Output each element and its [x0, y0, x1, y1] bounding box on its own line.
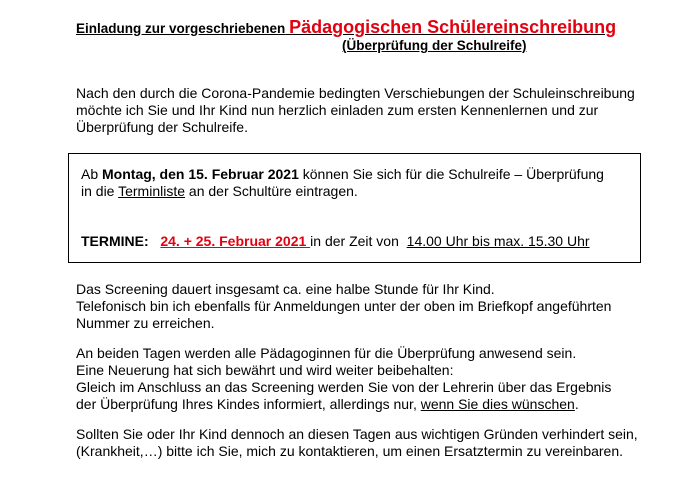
info-text: . — [574, 396, 579, 412]
screening-line: Nummer zu erreichen. — [76, 315, 215, 331]
info-text: der Überprüfung Ihres Kindes informiert, allerdings nur, — [76, 396, 421, 412]
registration-box — [68, 153, 641, 263]
box-text: an der Schultüre eintragen. — [185, 183, 358, 199]
termine-line — [81, 233, 590, 249]
closing-paragraph — [76, 426, 638, 460]
condition-text: wenn Sie dies wünschen — [420, 396, 575, 412]
box-line-2 — [81, 183, 358, 199]
screening-line: Das Screening dauert insgesamt ca. eine halbe Stunde für Ihr Kind. — [76, 281, 495, 297]
box-text: in die — [81, 183, 119, 199]
termine-time: 14.00 Uhr bis max. 15.30 Uhr — [406, 233, 590, 249]
intro-paragraph — [76, 85, 635, 136]
info-paragraph — [76, 345, 611, 413]
intro-line: möchte ich Sie und Ihr Kind nun herzlich einladen zum ersten Kennenlernen und zur — [76, 102, 599, 118]
closing-line: (Krankheit,…) bitte ich Sie, mich zu kontaktieren, um einen Ersatztermin zu vereinbaren. — [76, 443, 624, 459]
closing-line: Sollten Sie oder Ihr Kind dennoch an diesen Tagen aus wichtigen Gründen verhindert sein, — [76, 426, 638, 442]
screening-line: Telefonisch bin ich ebenfalls für Anmeldungen unter der oben im Briefkopf angeführten — [76, 298, 612, 314]
title-prefix: Einladung zur vorgeschriebenen — [76, 21, 286, 36]
box-line-1 — [81, 166, 604, 182]
intro-line: Überprüfung der Schulreife. — [76, 119, 248, 135]
box-text: Ab — [81, 166, 103, 182]
termine-label: TERMINE: — [81, 233, 149, 249]
info-line: An beiden Tagen werden alle Pädagoginnen für die Überprüfung anwesend sein. — [76, 345, 577, 361]
title-highlight: Pädagogischen Schülereinschreibung — [289, 17, 617, 37]
start-date: Montag, den 15. Februar 2021 — [102, 166, 299, 182]
screening-paragraph — [76, 281, 611, 332]
termine-dates: 24. + 25. Februar 2021 — [160, 233, 311, 249]
box-text: können Sie sich für die Schulreife – Überprüfung — [298, 166, 604, 182]
document-title — [76, 17, 616, 38]
document-subtitle: (Überprüfung der Schulreife) — [342, 38, 527, 53]
info-line: Eine Neuerung hat sich bewährt und wird weiter beibehalten: — [76, 362, 454, 378]
terminliste-label: Terminliste — [118, 183, 186, 199]
intro-line: Nach den durch die Corona-Pandemie bedingten Verschiebungen der Schuleinschreibung — [76, 85, 635, 101]
box-text: in der Zeit von — [310, 233, 403, 249]
info-line — [76, 396, 611, 413]
info-line: Gleich im Anschluss an das Screening werden Sie von der Lehrerin über das Ergebnis — [76, 379, 612, 395]
